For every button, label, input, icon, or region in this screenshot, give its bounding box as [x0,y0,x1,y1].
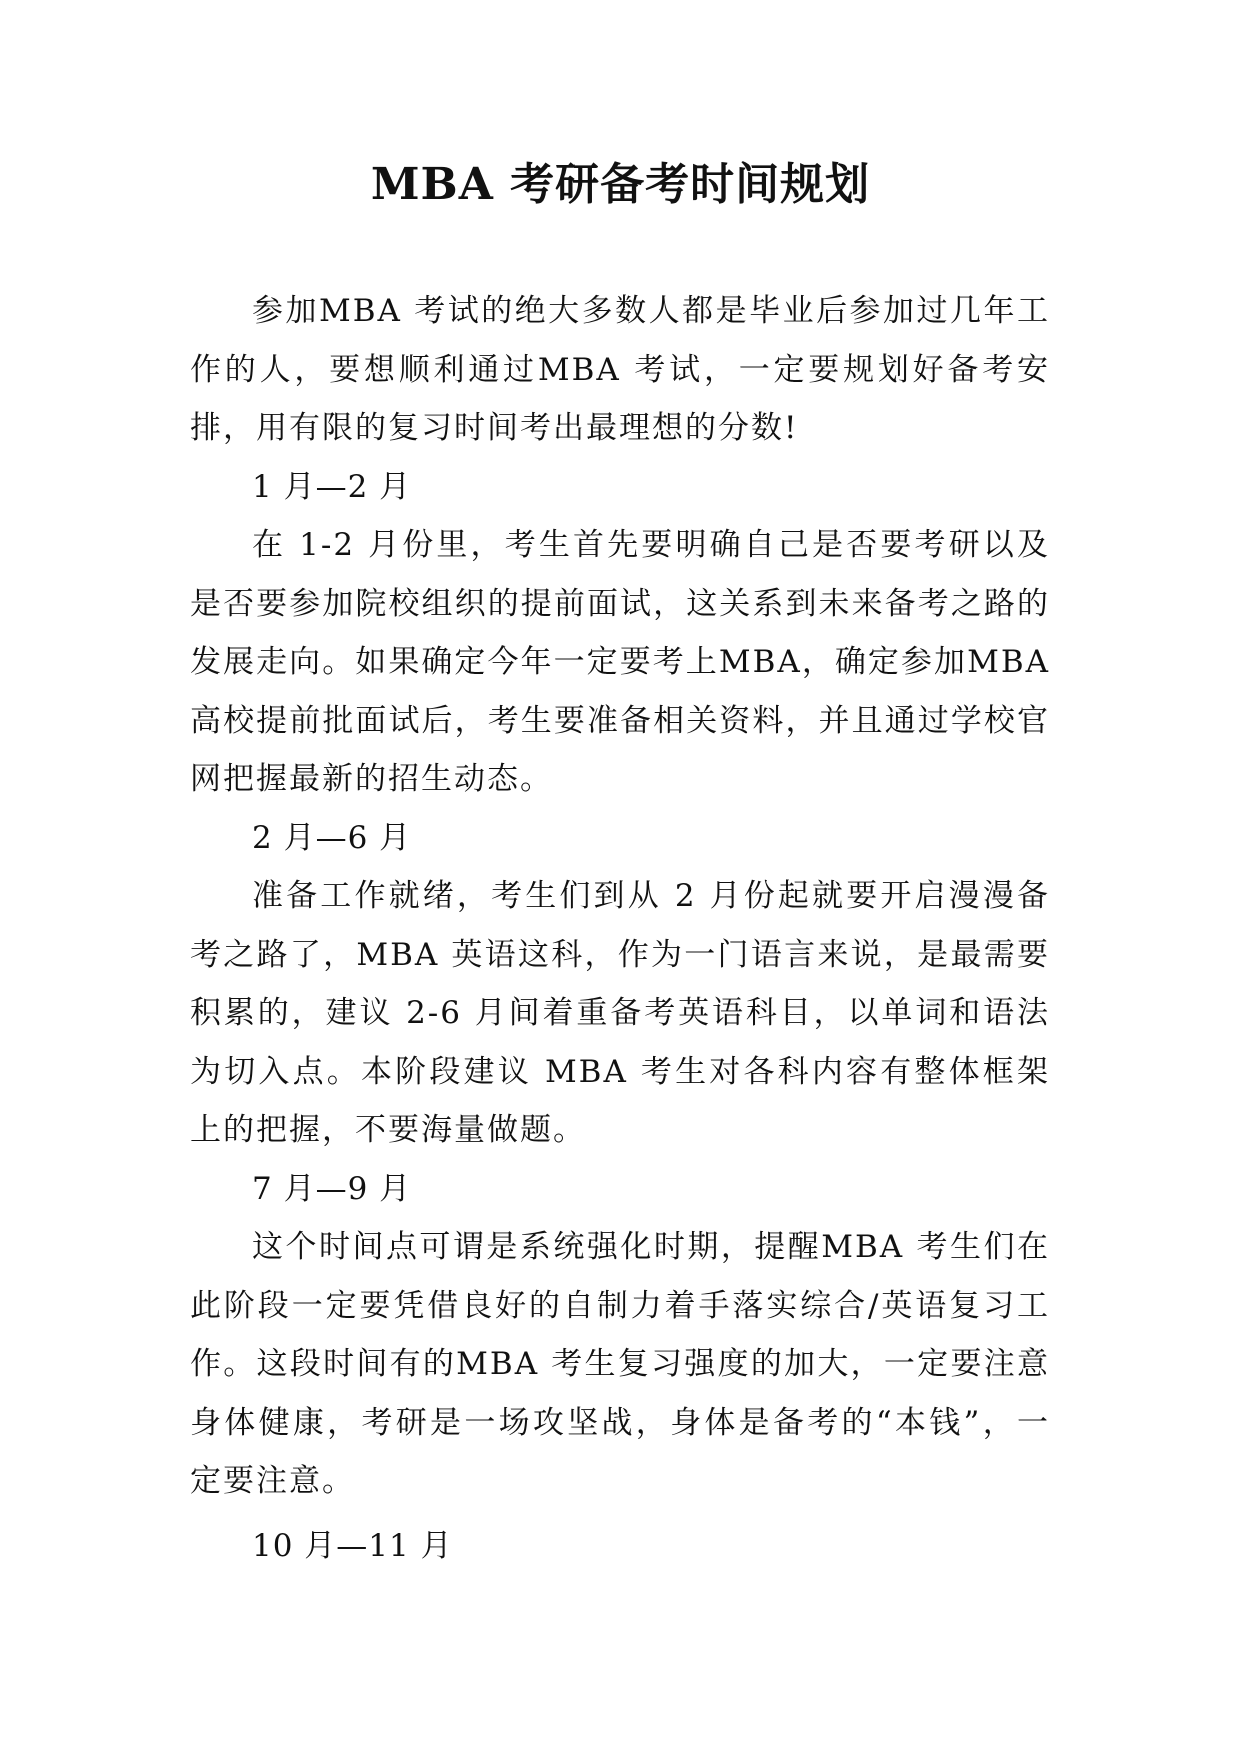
section-heading-jul-sep: 7 月—9 月 [252,1170,412,1207]
paragraph-feb-jun: 准备工作就绪，考生们到从 2 月份起就要开启漫漫备考之路了，MBA 英语这科，作为一门语言来说，是最需要积累的，建议 2-6 月间着重备考英语科目，以单词和语法为切入点。本阶段建议 MBA 考生对各科内容有整体框架上的把握，不要海量做题。 [190,878,1050,1148]
document-title: MBA 考研备考时间规划 [370,159,871,210]
document-body [190,282,1050,1575]
paragraph-jul-sep: 这个时间点可谓是系统强化时期，提醒MBA 考生们在此阶段一定要凭借良好的自制力着手落实综合/英语复习工作。这段时间有的MBA 考生复习强度的加大，一定要注意身体健康，考研是一场攻坚战，身体是备考的“本钱”，一定要注意。 [190,1229,1050,1499]
section-heading-oct-nov: 10 月—11 月 [252,1527,453,1564]
section-heading-feb-jun: 2 月—6 月 [252,819,412,856]
intro-paragraph: 参加MBA 考试的绝大多数人都是毕业后参加过几年工作的人，要想顺利通过MBA 考试，一定要规划好备考安排，用有限的复习时间考出最理想的分数! [190,293,1050,446]
paragraph-jan-feb: 在 1-2 月份里，考生首先要明确自己是否要考研以及是否要参加院校组织的提前面试，这关系到未来备考之路的发展走向。如果确定今年一定要考上MBA，确定参加MBA 高校提前批面试后，考生要准备相关资料，并且通过学校官网把握最新的招生动态。 [190,527,1050,797]
section-heading-jan-feb: 1 月—2 月 [252,468,412,505]
